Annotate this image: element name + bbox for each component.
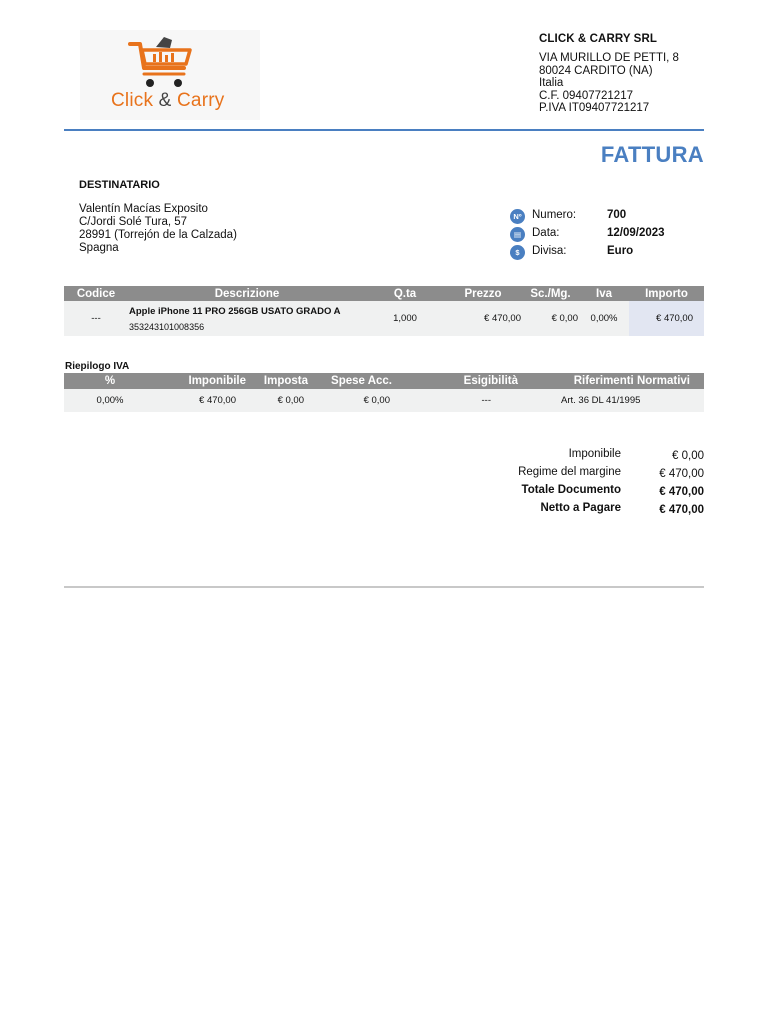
item-code: --- <box>64 301 128 336</box>
recipient-street: C/Jordi Solé Tura, 57 <box>79 216 188 228</box>
vat-tax: € 0,00 <box>248 389 310 412</box>
total-row-document <box>490 484 704 502</box>
document-title: FATTURA <box>600 142 704 167</box>
table-row <box>64 301 704 336</box>
meta-value: 12/09/2023 <box>607 227 665 239</box>
total-row-margin <box>490 466 704 484</box>
column-header: Imponibile <box>156 373 248 389</box>
total-label: Regime del margine <box>518 466 621 478</box>
vat-taxable: € 470,00 <box>156 389 248 412</box>
company-address: VIA MURILLO DE PETTI, 8 <box>539 52 679 64</box>
column-header: Q.ta <box>366 286 444 301</box>
meta-number <box>510 206 665 224</box>
meta-label: Divisa: <box>532 245 567 257</box>
item-description-cell <box>128 301 366 336</box>
vat-expenses: € 0,00 <box>310 389 422 412</box>
total-value: € 470,00 <box>659 486 704 498</box>
total-row-taxable <box>490 448 704 466</box>
column-header: Imposta <box>248 373 310 389</box>
company-country: Italia <box>539 77 564 89</box>
items-table <box>64 286 704 336</box>
meta-label: Data: <box>532 227 560 239</box>
vat-percent: 0,00% <box>64 389 156 412</box>
recipient-heading: DESTINATARIO <box>79 179 160 191</box>
vat-references: Art. 36 DL 41/1995 <box>538 389 704 412</box>
total-label: Netto a Pagare <box>540 502 621 514</box>
header-divider <box>64 129 704 131</box>
column-header: Codice <box>64 286 128 301</box>
vat-summary-table <box>64 373 704 412</box>
item-description: Apple iPhone 11 PRO 256GB USATO GRADO A <box>129 305 341 317</box>
column-header: Spese Acc. <box>310 373 422 389</box>
recipient-city: 28991 (Torrejón de la Calzada) <box>79 229 237 241</box>
currency-icon: $ <box>510 245 525 260</box>
meta-date <box>510 224 665 242</box>
meta-currency <box>510 242 665 260</box>
total-label: Imponibile <box>568 448 621 460</box>
column-header: Esigibilità <box>422 373 538 389</box>
vat-chargeability: --- <box>422 389 538 412</box>
column-header: Descrizione <box>128 286 366 301</box>
vat-summary-heading: Riepilogo IVA <box>65 361 130 372</box>
column-header: Prezzo <box>444 286 522 301</box>
calendar-icon: ▤ <box>510 227 525 242</box>
item-serial: 353243101008356 <box>129 321 205 332</box>
number-icon: Nº <box>510 209 525 224</box>
company-name: CLICK & CARRY SRL <box>539 33 657 45</box>
company-logo <box>80 30 260 120</box>
total-value: € 470,00 <box>659 504 704 516</box>
logo-wordmark: Click & Carry <box>111 90 225 111</box>
total-label: Totale Documento <box>521 484 621 496</box>
item-amount: € 470,00 <box>629 301 704 336</box>
column-header: Sc./Mg. <box>522 286 579 301</box>
vat-header-row <box>64 373 704 389</box>
meta-value: Euro <box>607 245 634 257</box>
meta-value: 700 <box>607 209 627 221</box>
total-value: € 470,00 <box>659 468 704 480</box>
column-header: % <box>64 373 156 389</box>
footer-divider <box>64 586 704 588</box>
item-vat: 0,00% <box>579 301 629 336</box>
item-quantity: 1,000 <box>366 301 444 336</box>
totals-block <box>490 448 704 520</box>
total-row-net <box>490 502 704 520</box>
item-discount: € 0,00 <box>522 301 579 336</box>
meta-label: Numero: <box>532 209 577 221</box>
document-meta <box>510 206 665 260</box>
item-price: € 470,00 <box>444 301 522 336</box>
company-city: 80024 CARDITO (NA) <box>539 64 653 77</box>
recipient-address <box>79 203 237 255</box>
company-cf: C.F. 09407721217 <box>539 89 633 102</box>
recipient-country: Spagna <box>79 242 119 254</box>
company-piva: P.IVA IT09407721217 <box>539 102 650 114</box>
shopping-cart-icon <box>128 34 200 96</box>
column-header: Iva <box>579 286 629 301</box>
company-info <box>539 33 739 115</box>
table-row <box>64 389 704 412</box>
column-header: Importo <box>629 286 704 301</box>
total-value: € 0,00 <box>672 450 704 462</box>
recipient-name: Valentín Macías Exposito <box>79 203 208 215</box>
items-header-row <box>64 286 704 301</box>
column-header: Riferimenti Normativi <box>538 373 704 389</box>
